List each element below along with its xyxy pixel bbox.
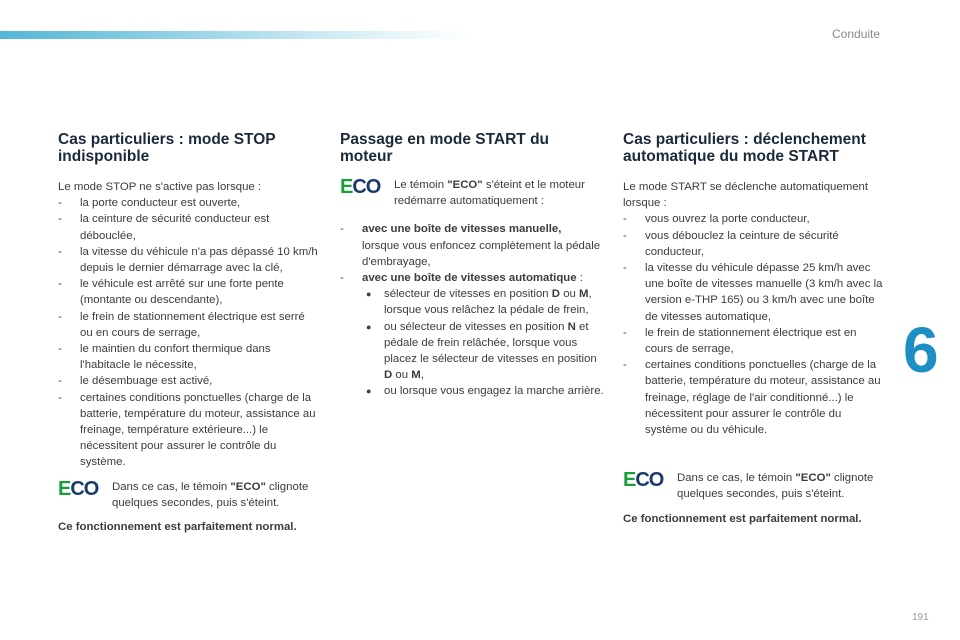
list-item: - la porte conducteur est ouverte,	[58, 195, 320, 211]
eco-note	[58, 479, 320, 511]
column-start-auto-trigger	[623, 131, 885, 527]
col1-intro: Le mode STOP ne s'active pas lorsque :	[58, 181, 262, 193]
closing-note: Ce fonctionnement est parfaitement normal.	[58, 521, 297, 534]
list-item: - le maintien du confort thermique dans l'habitacle le nécessite,	[58, 341, 320, 373]
list-item: - le véhicule est arrêté sur une forte pente (montante ou descendante),	[58, 276, 320, 308]
list-item: - certaines conditions ponctuelles (charge de la batterie, température du moteur, assistance au freinage, température extérieure...) le nécessitent pour assurer le contrôle du système.	[58, 390, 320, 471]
col2-title: Passage en mode START du moteur	[340, 131, 550, 165]
eco-indicator-icon: ECO	[58, 477, 99, 500]
closing-note: Ce fonctionnement est parfaitement normal.	[623, 512, 862, 525]
eco-indicator-icon: ECO	[340, 176, 381, 198]
col3-intro: Le mode START se déclenche automatiquement lorsque :	[623, 181, 869, 210]
automatic-sublist	[340, 286, 605, 399]
list-item: - le désembuage est activé,	[58, 373, 320, 389]
list-item: - vous ouvrez la porte conducteur,	[623, 211, 885, 227]
list-item: - certaines conditions ponctuelles (charge de la batterie, température du moteur, assistance au freinage, réglage de l'air conditionné...) le nécessitent pour assurer le contrôle du système ou du véhicule.	[623, 357, 885, 438]
bullet-item: ● sélecteur de vitesses en position D ou M, lorsque vous relâchez la pédale de frein,	[362, 286, 605, 318]
eco-note	[623, 470, 885, 502]
list-item: - la vitesse du véhicule dépasse 25 km/h avec une boîte de vitesses manuelle (3 km/h avec la version e-THP 165) ou 3 km/h avec une boîte de vitesses automatique,	[623, 260, 885, 325]
header-accent-bar	[0, 31, 470, 39]
list-item: - le frein de stationnement électrique est en cours de serrage,	[623, 325, 885, 357]
col3-title: Cas particuliers : déclenchement automatique du mode START	[623, 131, 866, 165]
bullet-item: ● ou lorsque vous engagez la marche arrière.	[362, 383, 605, 399]
bullet-item: ● ou sélecteur de vitesses en position N et pédale de frein relâchée, lorsque vous placez le sélecteur de vitesses en position D ou M,	[362, 319, 605, 384]
eco-indicator-icon: ECO	[623, 469, 664, 492]
page-number: 191	[912, 612, 929, 623]
list-item-manual: - avec une boîte de vitesses manuelle, lorsque vous enfoncez complètement la pédale d'embrayage,	[340, 221, 605, 270]
column-start-mode	[340, 131, 605, 400]
eco-note-text: Dans ce cas, le témoin "ECO" clignote quelques secondes, puis s'éteint.	[677, 472, 874, 501]
list-item: - la ceinture de sécurité conducteur est débouclée,	[58, 211, 320, 243]
list-item: - la vitesse du véhicule n'a pas dépassé 10 km/h depuis le dernier démarrage avec la clé,	[58, 244, 320, 276]
eco-note-text: Le témoin "ECO" s'éteint et le moteur redémarre automatiquement :	[394, 179, 585, 208]
eco-note	[340, 177, 605, 209]
col1-title: Cas particuliers : mode STOP indisponible	[58, 131, 276, 165]
list-item: - le frein de stationnement électrique est serré ou en cours de serrage,	[58, 309, 320, 341]
section-title: Conduite	[832, 27, 881, 41]
chapter-number: 6	[903, 314, 939, 386]
list-item: - vous débouclez la ceinture de sécurité conducteur,	[623, 228, 885, 260]
list-item-automatic: - avec une boîte de vitesses automatique :	[340, 270, 605, 286]
eco-note-text: Dans ce cas, le témoin "ECO" clignote quelques secondes, puis s'éteint.	[112, 480, 309, 509]
column-stop-unavailable	[58, 131, 320, 535]
